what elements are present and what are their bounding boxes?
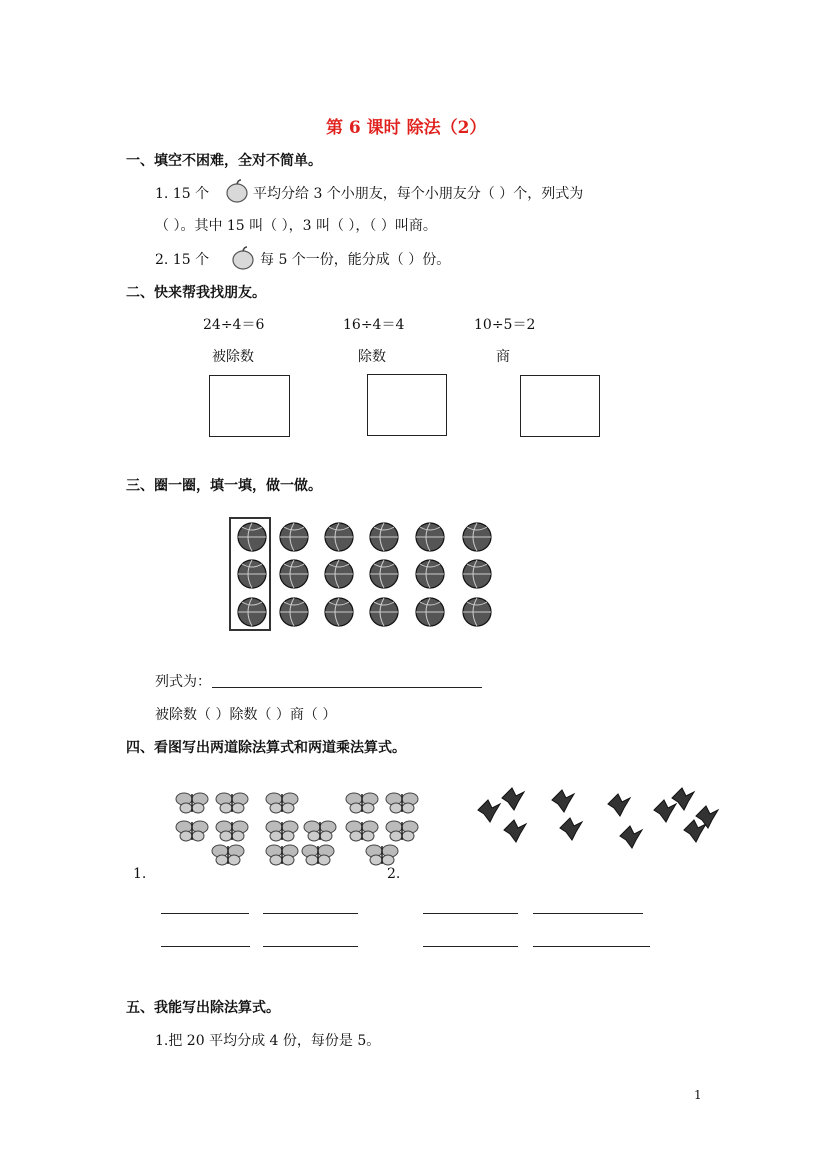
butterfly-icon	[216, 793, 248, 813]
butterfly-icon	[346, 821, 378, 841]
bird-icon	[672, 788, 694, 810]
basketball-grid	[228, 515, 500, 633]
butterfly-icon	[266, 793, 298, 813]
section-2-heading: 二、快来帮我找朋友。	[126, 285, 266, 301]
page-title: 第 6 课时 除法（2）	[326, 118, 487, 138]
s1-q1-text: 平均分给 3 个小朋友，每个小朋友分（ ）个，列式为	[253, 186, 584, 202]
s5-q1: 1.把 20 平均分成 4 份，每份是 5。	[155, 1033, 381, 1049]
s1-q2-prefix: 2. 15 个	[155, 252, 210, 268]
bird-icon	[502, 788, 524, 810]
answer-box-3[interactable]	[520, 375, 600, 437]
answer-box-2[interactable]	[367, 374, 447, 436]
butterfly-icon	[266, 821, 298, 841]
equation-1: 24÷4＝6	[203, 317, 265, 333]
butterfly-icon	[176, 793, 208, 813]
butterfly-icon	[212, 845, 244, 865]
basketball-icon	[416, 523, 444, 551]
basketball-icon	[463, 523, 491, 551]
equation-3: 10÷5＝2	[474, 317, 536, 333]
label-quotient: 商	[496, 349, 510, 365]
bird-picture	[470, 780, 725, 860]
answer-line[interactable]	[263, 946, 358, 947]
problem-1-number: 1.	[133, 866, 147, 882]
basketball-icon	[238, 598, 266, 626]
basketball-icon	[463, 560, 491, 588]
basketball-icon	[416, 598, 444, 626]
butterfly-picture	[170, 782, 425, 874]
butterfly-icon	[386, 793, 418, 813]
page-number: 1	[694, 1088, 702, 1102]
answer-line[interactable]	[161, 913, 249, 914]
basketball-icon	[325, 560, 353, 588]
bird-icon	[552, 790, 574, 812]
formula-label: 列式为：	[155, 674, 211, 690]
section-5-heading: 五、我能写出除法算式。	[126, 1000, 280, 1016]
bird-icon	[478, 800, 500, 822]
basketball-icon	[280, 598, 308, 626]
basketball-icon	[463, 598, 491, 626]
butterfly-icon	[346, 793, 378, 813]
problem-2-number: 2.	[387, 866, 401, 882]
basketball-icon	[370, 598, 398, 626]
butterfly-icon	[386, 821, 418, 841]
bird-icon	[504, 820, 526, 842]
basketball-icon	[280, 560, 308, 588]
butterfly-icon	[302, 845, 334, 865]
basketball-icon	[238, 560, 266, 588]
butterfly-icon	[216, 821, 248, 841]
answer-line[interactable]	[263, 913, 358, 914]
section-1-heading: 一、填空不困难，全对不简单。	[126, 153, 322, 169]
basketball-icon	[416, 560, 444, 588]
section-4-heading: 四、看图写出两道除法算式和两道乘法算式。	[126, 740, 406, 756]
butterfly-icon	[176, 821, 208, 841]
basketball-icon	[370, 523, 398, 551]
apple-icon	[230, 245, 256, 271]
section-3-heading: 三、圈一圈，填一填，做一做。	[126, 478, 322, 494]
s1-q1-prefix: 1. 15 个	[155, 186, 210, 202]
basketball-icon	[370, 560, 398, 588]
answer-line[interactable]	[533, 913, 643, 914]
bird-icon	[684, 820, 706, 842]
butterfly-icon	[366, 845, 398, 865]
basketball-icon	[280, 523, 308, 551]
label-dividend: 被除数	[212, 349, 254, 365]
bird-icon	[560, 818, 582, 840]
formula-answer-line[interactable]	[212, 687, 482, 688]
equation-2: 16÷4＝4	[343, 317, 405, 333]
s3-fill-line: 被除数（ ）除数（ ）商（ ）	[155, 707, 337, 723]
label-divisor: 除数	[358, 349, 386, 365]
basketball-icon	[325, 523, 353, 551]
butterfly-icon	[304, 821, 336, 841]
bird-icon	[620, 826, 642, 848]
bird-icon	[696, 806, 718, 828]
apple-icon	[224, 178, 250, 204]
s1-q1-line2: （ ）。其中 15 叫（ ），3 叫（ ），（ ）叫商。	[155, 218, 437, 234]
answer-line[interactable]	[423, 946, 518, 947]
s1-q2-text: 每 5 个一份，能分成（ ）份。	[260, 252, 451, 268]
basketball-icon	[238, 523, 266, 551]
butterfly-icon	[266, 845, 298, 865]
answer-line[interactable]	[161, 946, 250, 947]
basketball-icon	[325, 598, 353, 626]
bird-icon	[608, 794, 630, 816]
bird-icon	[654, 800, 676, 822]
answer-line[interactable]	[533, 946, 650, 947]
answer-line[interactable]	[423, 913, 518, 914]
answer-box-1[interactable]	[209, 375, 290, 437]
